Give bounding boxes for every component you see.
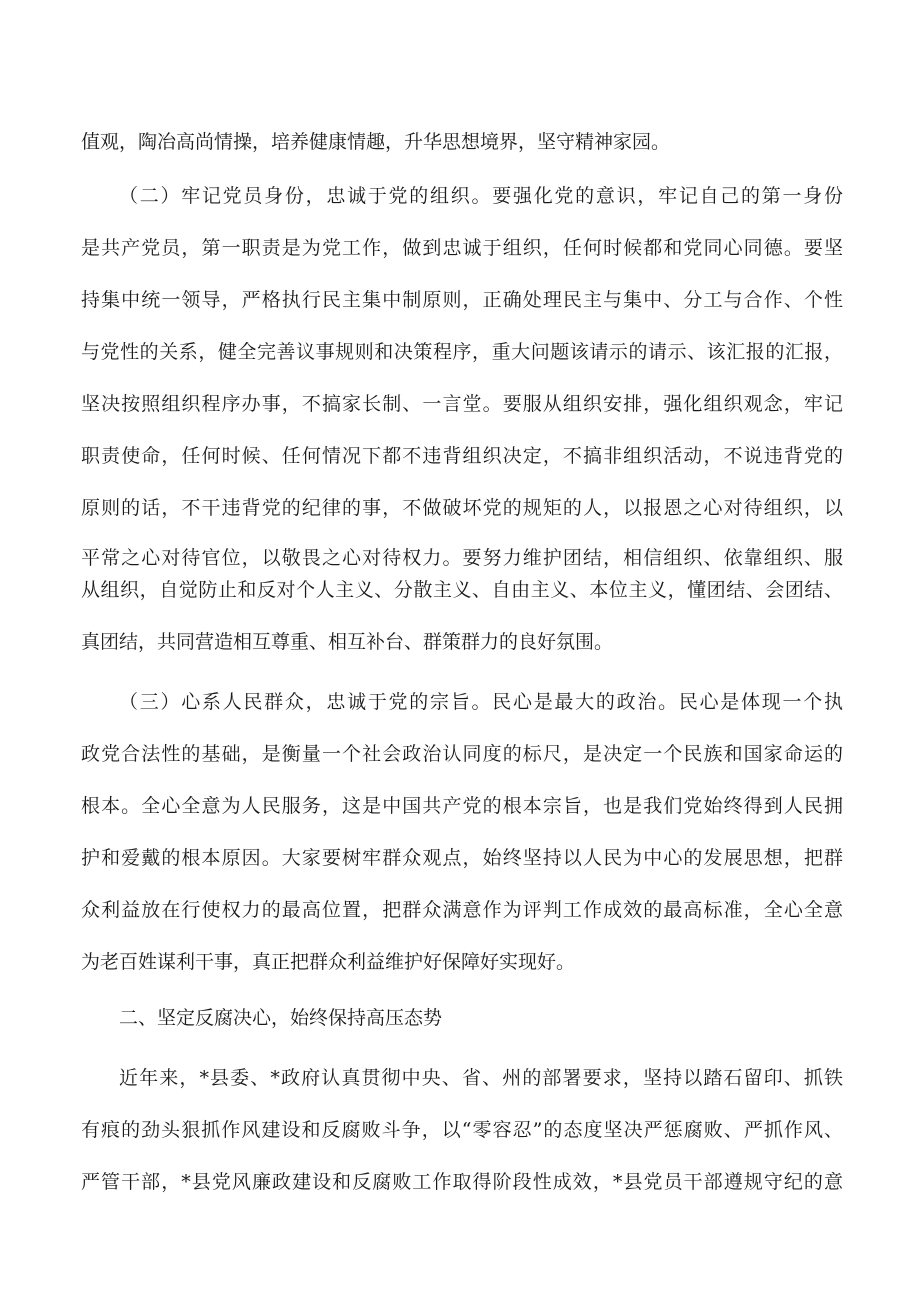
body-line: 众利益放在行使权力的最高位置，把群众满意作为评判工作成效的最高标准，全心全意 bbox=[81, 899, 843, 921]
body-line: 是共产党员，第一职责是为党工作，做到忠诚于组织，任何时候都和党同心同德。要坚 bbox=[81, 237, 843, 259]
body-line: 与党性的关系，健全完善议事规则和决策程序，重大问题该请示的请示、该汇报的汇报， bbox=[81, 341, 843, 363]
body-line: 原则的话，不干违背党的纪律的事，不做破坏党的规矩的人，以报恩之心对待组织，以 bbox=[81, 497, 843, 519]
body-line: 严管干部，*县党风廉政建设和反腐败工作取得阶段性成效，*县党员干部遵规守纪的意 bbox=[81, 1171, 843, 1193]
body-line: 护和爱戴的根本原因。大家要树牢群众观点，始终坚持以人民为中心的发展思想，把群 bbox=[81, 847, 843, 869]
body-line: 值观，陶冶高尚情操，培养健康情趣，升华思想境界，坚守精神家园。 bbox=[81, 131, 671, 153]
body-line: 为老百姓谋利干事，真正把群众利益维护好保障好实现好。 bbox=[81, 951, 576, 973]
body-line: 政党合法性的基础，是衡量一个社会政治认同度的标尺，是决定一个民族和国家命运的 bbox=[81, 743, 843, 765]
body-line: 根本。全心全意为人民服务，这是中国共产党的根本宗旨，也是我们党始终得到人民拥 bbox=[81, 795, 843, 817]
body-line: 近年来，*县委、*政府认真贯彻中央、省、州的部署要求，坚持以踏石留印、抓铁 bbox=[119, 1067, 843, 1089]
body-line: 真团结，共同营造相互尊重、相互补台、群策群力的良好氛围。 bbox=[81, 631, 614, 653]
section-heading-line: （三）心系人民群众，忠诚于党的宗旨。民心是最大的政治。民心是体现一个执 bbox=[119, 691, 843, 713]
chapter-heading: 二、坚定反腐决心，始终保持高压态势 bbox=[119, 1007, 443, 1029]
body-line: 坚决按照组织程序办事，不搞家长制、一言堂。要服从组织安排，强化组织观念，牢记 bbox=[81, 393, 843, 415]
body-line: 持集中统一领导，严格执行民主集中制原则，正确处理民主与集中、分工与合作、个性 bbox=[81, 289, 843, 311]
body-line: 有痕的劲头狠抓作风建设和反腐败斗争，以“零容忍”的态度坚决严惩腐败、严抓作风、 bbox=[81, 1119, 843, 1141]
body-line: 平常之心对待官位，以敬畏之心对待权力。要努力维护团结，相信组织、依靠组织、服 bbox=[81, 547, 843, 569]
body-line: 从组织，自觉防止和反对个人主义、分散主义、自由主义、本位主义，懂团结、会团结、 bbox=[81, 579, 843, 601]
section-heading-line: （二）牢记党员身份，忠诚于党的组织。要强化党的意识，牢记自己的第一身份 bbox=[119, 185, 843, 207]
body-line: 职责使命，任何时候、任何情况下都不违背组织决定，不搞非组织活动，不说违背党的 bbox=[81, 445, 843, 467]
